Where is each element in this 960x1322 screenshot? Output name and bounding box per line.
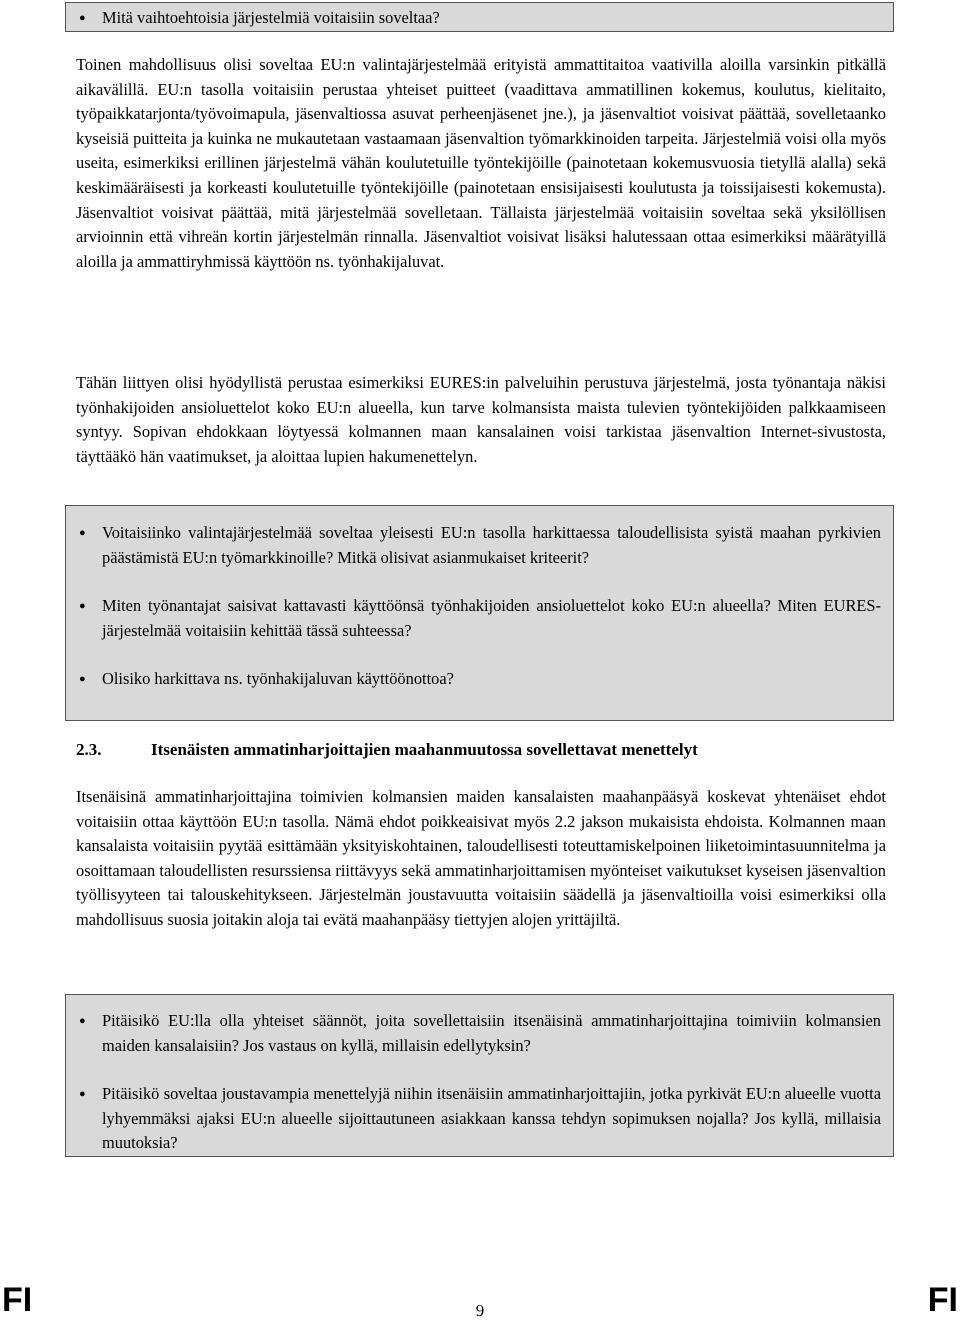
question-item: ● Miten työnantajat saisivat kattavasti käyttöönsä työnhakijoiden ansioluettelot koko EU:n alueella? Miten EURES-järjestelmää voitaisiin kehittää tässä suhteessa? (79, 596, 881, 640)
question-box-top (65, 2, 894, 32)
footer-language-left: FI (2, 1281, 33, 1319)
question-item: ● Mitä vaihtoehtoisia järjestelmiä voitaisiin soveltaa? (102, 6, 881, 31)
question-box-self-employed (65, 994, 894, 1157)
question-list (79, 1009, 881, 1156)
footer-language-right: FI (927, 1281, 958, 1319)
section-heading (76, 738, 886, 763)
question-item: ● Pitäisikö EU:lla olla yhteiset säännöt, joita sovellettaisiin itsenäisinä ammatinharjoittajina toimiviin kolmansien maiden kansalaisiin? Jos vastaus on kyllä, millaisin edellytyksin? (79, 1011, 881, 1055)
question-box-selection (65, 505, 894, 721)
paragraph-eures: Tähän liittyen olisi hyödyllistä perustaa esimerkiksi EURES:in palveluihin perustuva järjestelmä, josta työnantaja näkisi työnhakijoiden ansioluettelot koko EU:n alueella, kun tarve kolmansista maista tulevien työntekijöiden palkkaamiseen syntyy. Sopivan ehdokkaan löytyessä kolmannen maan kansalainen voisi tarkistaa jäsenvaltion Internet-sivustosta, täyttääkö hän vaatimukset, ja aloittaa lupien hakumenettelyn. (76, 373, 886, 466)
question-list (79, 521, 881, 692)
question-item: ● Voitaisiinko valintajärjestelmää soveltaa yleisesti EU:n tasolla harkittaessa taloudellisista syistä maahan pyrkivien päästämistä EU:n työmarkkinoille? Mitkä olisivat asianmukaiset kriteerit? (79, 523, 881, 567)
question-item: ● Olisiko harkittava ns. työnhakijaluvan käyttöönottoa? (102, 667, 881, 692)
page-number: 9 (475, 1301, 485, 1320)
bullet-icon: ● (79, 527, 86, 539)
bullet-icon: ● (79, 1088, 86, 1101)
bullet-icon: ● (79, 600, 86, 613)
bullet-icon: ● (79, 1015, 86, 1027)
bullet-icon: ● (79, 673, 86, 686)
section-number: 2.3. (76, 740, 102, 759)
section-title: Itsenäisten ammatinharjoittajien maahanmuutossa sovellettavat menettelyt (151, 740, 698, 759)
paragraph-selection-system: Toinen mahdollisuus olisi soveltaa EU:n valintajärjestelmää erityistä ammattitaitoa vaativilla aloilla varsinkin pitkällä aikavälillä. EU:n tasolla voitaisiin perustaa yhteiset puitteet (vaadittava ammatillinen kokemus, koulutus, kielitaito, työpaikkatarjonta/työvoimapula, jäsenvaltiossa asuvat perheenjäsenet jne.), ja jäsenvaltiot voisivat päättää, sovelletaanko kyseisiä puitteita ja kuinka ne mukautetaan vastaamaan jäsenvaltion työmarkkinoiden tarpeita. Järjestelmiä voisi olla myös useita, esimerkiksi erillinen järjestelmä vähän koulutetuille työntekijöille (painotetaan kokemusvuosia tietyllä alalla) sekä keskimääräisesti ja korkeasti koulutetuille työntekijöille (painotetaan ensisijaisesti koulutusta ja toissijaisesti kokemusta). Jäsenvaltiot voisivat päättää, mitä järjestelmää sovelletaan. Tällaista järjestelmää voitaisiin soveltaa sekä yksilöllisen arvioinnin että vihreän kortin järjestelmän rinnalla. Jäsenvaltiot voisivat lisäksi halutessaan ottaa esimerkiksi määrätyillä aloilla ja ammattiryhmissä käyttöön ns. työnhakijaluvat. (76, 55, 886, 271)
question-list (79, 6, 881, 31)
bullet-icon: ● (79, 12, 86, 24)
question-item: ● Pitäisikö soveltaa joustavampia menettelyjä niihin itsenäisiin ammatinharjoittajiin, jotka pyrkivät EU:n alueelle vuotta lyhyemmäksi ajaksi EU:n alueelle sijoittautuneen asiakkaan kanssa tehdyn sopimuksen nojalla? Jos kyllä, millaisia muutoksia? (79, 1084, 881, 1153)
paragraph-self-employed: Itsenäisinä ammatinharjoittajina toimivien kolmansien maiden kansalaisten maahanpääsyä koskevat yhtenäiset ehdot voitaisiin ottaa käyttöön EU:n tasolla. Nämä ehdot poikkeaisivat myös 2.2 jakson mukaisista ehdoista. Kolmannen maan kansalaista voitaisiin pyytää esittämään yksityiskohtainen, taloudellisesti toteuttamiskelpoinen liiketoimintasuunnitelma ja osoittamaan taloudellisten resurssiensa riittävyys sekä ammatinharjoittamisen myönteiset vaikutukset kyseisen jäsenvaltion työllisyyteen tai talouskehitykseen. Järjestelmän joustavuutta voitaisiin säädellä ja jäsenvaltioilla voisi esimerkiksi olla mahdollisuus suosia joitakin aloja tai evätä maahanpääsy tiettyjen alojen yrittäjiltä. (76, 787, 886, 929)
